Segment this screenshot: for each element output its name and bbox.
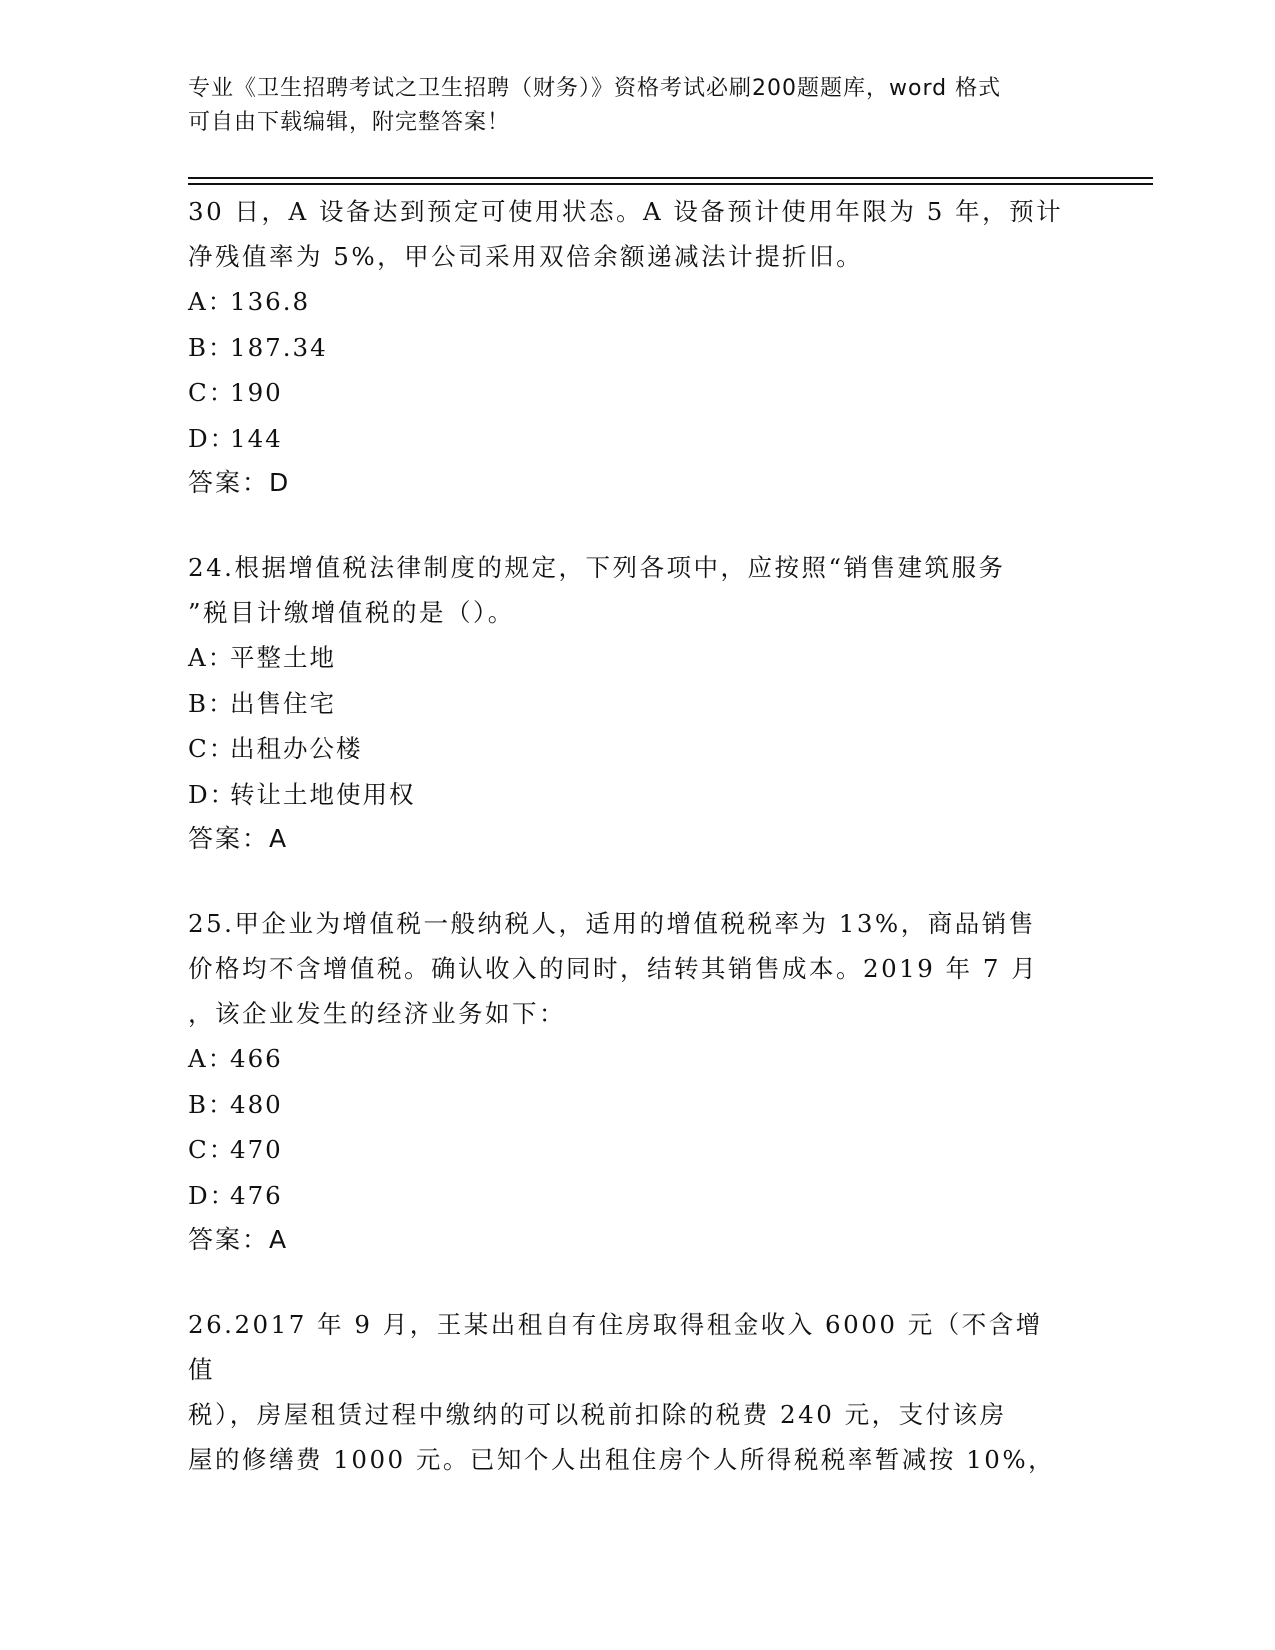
option-d — [188, 772, 1068, 818]
question-item — [188, 901, 1068, 1262]
option-value: 480 — [230, 1089, 283, 1119]
answer-line: 答案：A — [188, 1225, 289, 1254]
option-key: D： — [188, 779, 237, 809]
question-text-line: ，该企业发生的经济业务如下： — [188, 999, 566, 1028]
option-c — [188, 370, 1068, 416]
option-key: C： — [188, 378, 236, 407]
option-value: 476 — [230, 1180, 283, 1210]
option-a — [188, 279, 1068, 325]
option-b — [188, 681, 1068, 727]
option-key: B： — [188, 332, 235, 362]
option-a — [188, 635, 1068, 681]
header-divider-top — [188, 177, 1153, 179]
option-value: 136.8 — [230, 287, 311, 316]
option-key: A： — [188, 1044, 235, 1073]
question-text-line: 26.2017 年 9 月，王某出租自有住房取得租金收入 6000 元（不含增值 — [188, 1310, 1043, 1384]
question-text-line: 税），房屋租赁过程中缴纳的可以税前扣除的税费 240 元，支付该房 — [188, 1400, 1007, 1429]
header-title-line-1: 专业《卫生招聘考试之卫生招聘（财务）》资格考试必刷200题题库，word 格式 — [188, 76, 1002, 101]
option-value: 190 — [230, 378, 283, 407]
option-key: D： — [188, 1180, 237, 1210]
option-key: A： — [188, 287, 235, 316]
option-key: B： — [188, 1089, 235, 1119]
option-c — [188, 726, 1068, 772]
option-b — [188, 325, 1068, 371]
option-value: 187.34 — [230, 332, 328, 362]
question-list — [188, 189, 1068, 1482]
option-d — [188, 416, 1068, 462]
option-key: D： — [188, 423, 237, 453]
option-value: 出售住宅 — [230, 688, 336, 718]
question-text-line: 25.甲企业为增值税一般纳税人，适用的增值税税率为 13%，商品销售 — [188, 909, 1036, 938]
question-text-line: 30 日，A 设备达到预定可使用状态。A 设备预计使用年限为 5 年，预计 — [188, 197, 1064, 226]
header-divider-bottom — [188, 183, 1153, 185]
option-c — [188, 1127, 1068, 1173]
question-text-line: 净残值率为 5%，甲公司采用双倍余额递减法计提折旧。 — [188, 242, 864, 271]
question-text-line: 价格均不含增值税。确认收入的同时，结转其销售成本。2019 年 7 月 — [188, 954, 1039, 983]
question-item — [188, 1302, 1068, 1482]
header-title-line-2: 可自由下载编辑，附完整答案！ — [188, 110, 511, 135]
option-key: A： — [188, 643, 235, 672]
option-a — [188, 1036, 1068, 1082]
option-d — [188, 1173, 1068, 1219]
option-key: C： — [188, 734, 236, 763]
option-value: 144 — [230, 423, 283, 453]
option-key: B： — [188, 688, 235, 718]
question-text-line: ”税目计缴增值税的是（）。 — [188, 598, 515, 627]
answer-line: 答案：D — [188, 468, 291, 497]
option-b — [188, 1082, 1068, 1128]
option-value: 平整土地 — [230, 643, 336, 672]
question-item — [188, 545, 1068, 861]
option-value: 466 — [230, 1044, 283, 1073]
question-item — [188, 189, 1068, 505]
option-value: 出租办公楼 — [230, 734, 363, 763]
answer-line: 答案：A — [188, 824, 289, 853]
question-text-line: 屋的修缮费 1000 元。已知个人出租住房个人所得税税率暂减按 10%， — [188, 1445, 1056, 1474]
question-text-line: 24.根据增值税法律制度的规定，下列各项中，应按照“销售建筑服务 — [188, 553, 1006, 582]
document-header — [188, 72, 1088, 140]
option-key: C： — [188, 1135, 236, 1164]
option-value: 470 — [230, 1135, 283, 1164]
option-value: 转让土地使用权 — [230, 779, 416, 809]
